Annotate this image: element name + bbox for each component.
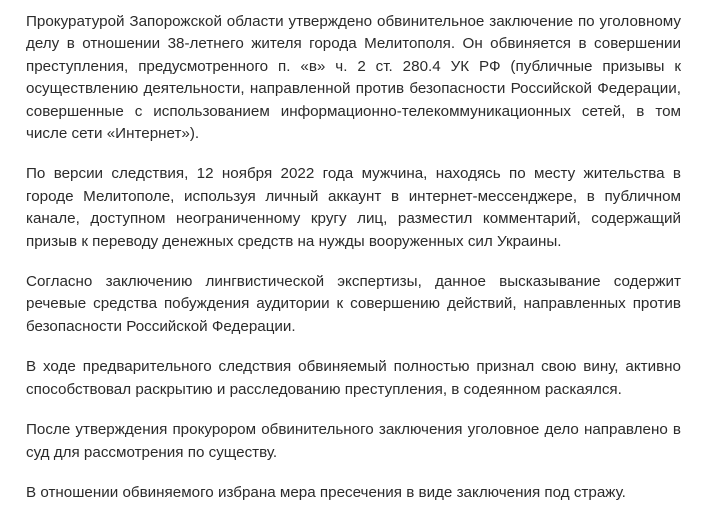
article-paragraph-3: Согласно заключению лингвистической экспертизы, данное высказывание содержит речевые средства побуждения аудитории к совершению действий, направленных против безопасности Российской Федерации. xyxy=(26,273,681,335)
article-paragraph-4: В ходе предварительного следствия обвиняемый полностью признал свою вину, активно способствовал раскрытию и расследованию преступления, в содеянном раскаялся. xyxy=(26,358,681,398)
article-paragraph-1: Прокуратурой Запорожской области утверждено обвинительное заключение по уголовному делу в отношении 38-летнего жителя города Мелитополя. Он обвиняется в совершении преступления, предусмотренного п. «в» ч. 2 ст. 280.4 УК РФ (публичные призывы к осуществлению деятельности, направленной против безопасности Российской Федерации, совершенные с использованием информационно-телекоммуникационных сетей, в том числе сети «Интернет»). xyxy=(26,13,681,143)
article-paragraph-6: В отношении обвиняемого избрана мера пресечения в виде заключения под стражу. xyxy=(26,483,626,501)
article-paragraph-5: После утверждения прокурором обвинительного заключения уголовное дело направлено в суд для рассмотрения по существу. xyxy=(26,421,681,461)
article-body xyxy=(26,11,681,504)
article-paragraph-2: По версии следствия, 12 ноября 2022 года мужчина, находясь по месту жительства в городе Мелитополе, используя личный аккаунт в интернет-мессенджере, в публичном канале, доступном неограниченному кругу лиц, разместил комментарий, содержащий призыв к переводу денежных средств на нужды вооруженных сил Украины. xyxy=(26,165,681,250)
